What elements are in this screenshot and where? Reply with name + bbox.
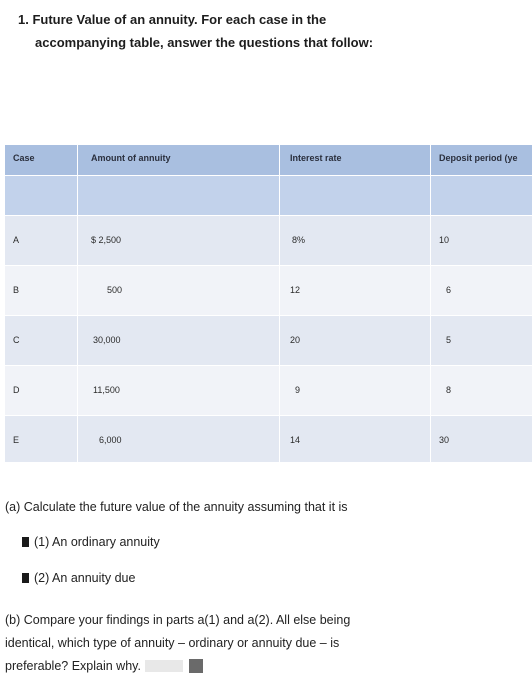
table-row xyxy=(5,416,532,462)
cell-amount: 11,500 xyxy=(93,385,120,395)
table-row xyxy=(5,366,532,415)
row-divider xyxy=(5,265,532,266)
bullet-square-icon xyxy=(22,573,29,583)
cell-rate: 8% xyxy=(292,235,306,245)
cell-case: C xyxy=(13,335,20,345)
row-divider xyxy=(5,215,532,216)
cell-case: E xyxy=(13,435,20,445)
table-row xyxy=(5,266,532,315)
cell-period: 10 xyxy=(439,235,450,245)
cell-rate: 12 xyxy=(290,285,301,295)
cell-amount: 500 xyxy=(107,285,123,295)
part-b-line-1: (b) Compare your findings in parts a(1) and a(2). All else being xyxy=(5,613,351,627)
bullet-2-text: (2) An annuity due xyxy=(34,571,136,585)
redaction-mark xyxy=(189,659,203,673)
cell-rate: 20 xyxy=(290,335,301,345)
row-divider xyxy=(5,415,532,416)
header-interest-rate: Interest rate xyxy=(290,153,342,163)
part-b-line-3-wrap xyxy=(5,655,525,678)
cell-rate: 14 xyxy=(290,435,301,445)
row-divider xyxy=(5,365,532,366)
part-a-intro: (a) Calculate the future value of the annuity assuming that it is xyxy=(5,500,348,514)
part-b-line-2: identical, which type of annuity – ordinary or annuity due – is xyxy=(5,636,340,650)
header-band xyxy=(5,176,532,216)
part-b-line-3: preferable? Explain why. xyxy=(5,659,141,673)
cell-period: 6 xyxy=(446,285,452,295)
annuity-table xyxy=(5,145,532,462)
table-row xyxy=(5,216,532,265)
cell-amount: 6,000 xyxy=(99,435,122,445)
header-amount: Amount of annuity xyxy=(91,153,171,163)
header-deposit-period: Deposit period (ye xyxy=(439,153,518,163)
table-row xyxy=(5,316,532,365)
cell-period: 8 xyxy=(446,385,452,395)
cell-rate: 9 xyxy=(295,385,301,395)
cell-period: 5 xyxy=(446,335,452,345)
row-divider xyxy=(5,315,532,316)
table-header-row xyxy=(5,145,532,176)
redaction-mark xyxy=(145,660,183,672)
cell-case: D xyxy=(13,385,20,395)
cell-amount: 30,000 xyxy=(93,335,121,345)
bullet-square-icon xyxy=(22,537,29,547)
heading-line-2: accompanying table, answer the questions that follow: xyxy=(35,35,374,50)
part-a-bullet-2 xyxy=(22,571,135,585)
cell-case: A xyxy=(13,235,20,245)
header-case: Case xyxy=(13,153,35,163)
part-b-paragraph xyxy=(5,609,525,678)
question-heading xyxy=(18,8,518,54)
cell-case: B xyxy=(13,285,20,295)
bullet-1-text: (1) An ordinary annuity xyxy=(34,535,160,549)
heading-line-1: 1. Future Value of an annuity. For each case in the xyxy=(18,12,327,27)
part-a-bullet-1 xyxy=(22,535,160,549)
cell-period: 30 xyxy=(439,435,450,445)
cell-amount: $ 2,500 xyxy=(91,235,122,245)
